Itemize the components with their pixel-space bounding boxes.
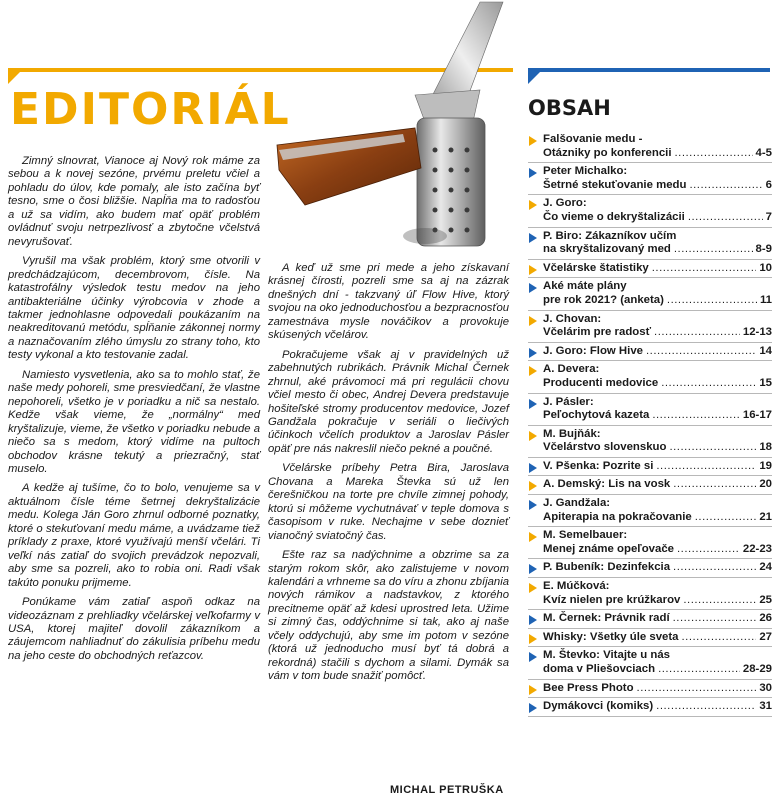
orange-triangle-bullet-icon: [529, 200, 537, 210]
toc-item-heading: J. Pásler:: [543, 395, 594, 408]
blue-triangle-bullet-icon: [529, 500, 537, 510]
toc-item-line: [543, 543, 772, 557]
toc-dot-leader: [652, 409, 740, 423]
toc-item-heading: Falšovanie medu -: [543, 133, 643, 145]
toc-item-line: [543, 377, 772, 391]
toc-item-title: Kvíz nielen pre krúžkarov: [543, 593, 681, 606]
toc-item-title: Peľochytová kazeta: [543, 409, 650, 422]
toc-item-line: [543, 409, 772, 423]
toc-dot-leader: [658, 663, 740, 677]
toc-item[interactable]: [528, 458, 772, 477]
toc-dot-leader: [675, 147, 753, 161]
toc-page-number: 16-17: [742, 409, 772, 422]
toc-dot-leader: [688, 211, 763, 225]
toc-item[interactable]: [528, 394, 772, 426]
editorial-corner-tab: [8, 68, 24, 84]
toc-item-line: [543, 594, 772, 608]
toc-item-line: [543, 243, 772, 257]
toc-page-number: 26: [759, 612, 772, 625]
toc-item[interactable]: [528, 680, 772, 699]
toc-item[interactable]: [528, 629, 772, 648]
toc-item-line: [543, 682, 772, 696]
toc-item-heading: E. Múčková:: [543, 580, 610, 593]
orange-triangle-bullet-icon: [529, 265, 537, 275]
toc-page-number: 7: [765, 210, 772, 223]
toc-corner-tab: [528, 68, 544, 84]
editorial-paragraph: Včelárske príbehy Petra Bira, Jaroslava Chovana a Mareka Števka sú už len čerešničkou na torte pre chvíle zimnej pohody, ktorú si môžeme vychutnávať v teple domova s časopisom v ruke. Nechajme v sebe doznieť vianočný sviatočný čas.: [268, 462, 509, 542]
editorial-paragraph: Zimný slnovrat, Vianoce aj Nový rok máme za sebou a k novej sezóne, prvému preletu včiel a pohladu do úlov, kde pomaly, ale isto začína byť tesno, sme o čosi bližšie. Napĺňa ma to radosťou a už sa vidím, ako budem mať opäť problém ovládnuť svoju netrpezlivosť a zbytočne včelstvá nevyrušovať.: [8, 155, 260, 248]
toc-item[interactable]: [528, 559, 772, 578]
toc-dot-leader: [646, 345, 756, 359]
toc-item[interactable]: [528, 228, 772, 260]
toc-page-number: 30: [759, 681, 772, 694]
toc-item-line: [543, 700, 772, 714]
toc-dot-leader: [661, 377, 756, 391]
toc-dot-leader: [689, 179, 762, 193]
toc-item-title: Whisky: Všetky úle sveta: [543, 630, 679, 643]
toc-page-number: 12-13: [742, 326, 772, 339]
orange-triangle-bullet-icon: [529, 583, 537, 593]
toc-item-title: Šetrné stekuťovanie medu: [543, 178, 687, 191]
orange-triangle-bullet-icon: [529, 481, 537, 491]
toc-item-heading: J. Gandžala:: [543, 497, 611, 510]
toc-item-title: na skryštalizovaný med: [543, 243, 671, 256]
editorial-paragraph: Pokračujeme však aj v pravidelných už zabehnutých rubrikách. Právnik Michal Černek zhrnul, aké právomoci má pri regulácii chovu včiel mesto či obec, Andrej Devera predstavuje hošiteľské stromy producentov medovice, Jozef Gandžala pokračuje v seriáli o liečivých účinkoch včelích produktov a Jaroslav Pásler opäť pre nás nakreslil niečo pekné a poučné.: [268, 348, 509, 455]
toc-item-title: Včelárim pre radosť: [543, 326, 652, 339]
toc-item-heading: Aké máte plány: [543, 280, 627, 293]
toc-item-line: [543, 147, 772, 161]
toc-item[interactable]: [528, 495, 772, 527]
toc-item-line: [543, 561, 772, 575]
toc-item-line: [543, 441, 772, 455]
editorial-paragraph: A kedže aj tušíme, čo to bolo, venujeme sa v aktuálnom čísle téme šetrnej dekryštalizácie medu. Kolega Ján Goro zhrnul odborné poznatky, ktoré o stekuťovaní medu máme, a uvádzame tiež príklady z praxe, ktoré využívajú menší včelári. Ti veľkí nás zatiaľ do svojich prevádzok nepozvali, aby sme sa pozreli, ako to robia oni. Radi však takúto ponuku prijmeme.: [8, 482, 260, 589]
toc-item-title: M. Černek: Právnik radí: [543, 612, 670, 625]
toc-item[interactable]: [528, 163, 772, 195]
toc-item[interactable]: [528, 647, 772, 679]
toc-page-number: 22-23: [742, 542, 772, 555]
toc-page-number: 4-5: [755, 146, 772, 159]
toc-page-number: 6: [765, 178, 772, 191]
toc-item[interactable]: [528, 278, 772, 310]
toc-item-heading: J. Goro:: [543, 197, 587, 210]
toc-item-line: [543, 326, 772, 340]
blue-triangle-bullet-icon: [529, 615, 537, 625]
toc-item-title: Bee Press Photo: [543, 681, 634, 694]
toc-page-number: 24: [759, 561, 772, 574]
toc-item[interactable]: [528, 698, 772, 717]
toc-item-line: [543, 511, 772, 525]
toc-dot-leader: [674, 243, 753, 257]
toc-item[interactable]: [528, 343, 772, 362]
toc-dot-leader: [677, 543, 740, 557]
toc-item-title: Čo vieme o dekryštalizácii: [543, 210, 685, 223]
toc-item-title: Včelárske štatistiky: [543, 261, 649, 274]
table-of-contents: [528, 131, 772, 717]
toc-page-number: 14: [759, 344, 772, 357]
toc-item-line: [543, 663, 772, 677]
toc-item-title: Producenti medovice: [543, 376, 659, 389]
toc-page-number: 8-9: [755, 243, 772, 256]
toc-item-line: [543, 478, 772, 492]
toc-item[interactable]: [528, 311, 772, 343]
toc-item-title: V. Pšenka: Pozrite si: [543, 459, 654, 472]
toc-item[interactable]: [528, 426, 772, 458]
editorial-paragraph: Ponúkame vám zatiaľ aspoň odkaz na videozáznam z prehliadky včelárskej veľkofarmy v USA, ktorej majiteľ dovolil zákazníkom a záujemcom nahliadnuť do zákulisia príbehu medu na jeho ceste do obchodných reťazcov.: [8, 596, 260, 662]
orange-triangle-bullet-icon: [529, 634, 537, 644]
toc-item-line: [543, 612, 772, 626]
toc-page-number: 28-29: [742, 663, 772, 675]
toc-page-number: 19: [759, 459, 772, 472]
toc-dot-leader: [673, 612, 757, 626]
toc-dot-leader: [652, 262, 757, 276]
blue-triangle-bullet-icon: [529, 348, 537, 358]
toc-page-number: 21: [759, 510, 772, 523]
toc-item-title: A. Demský: Lis na vosk: [543, 478, 671, 491]
blue-triangle-bullet-icon: [529, 463, 537, 473]
toc-dot-leader: [673, 478, 756, 492]
orange-triangle-bullet-icon: [529, 366, 537, 376]
toc-dot-leader: [683, 594, 756, 608]
toc-dot-leader: [673, 561, 756, 575]
toc-item-title: pre rok 2021? (anketa): [543, 293, 664, 306]
toc-dot-leader: [654, 326, 740, 340]
toc-item-line: [543, 631, 772, 645]
toc-top-rule: [528, 68, 770, 72]
toc-page-number: 20: [759, 478, 772, 491]
toc-item-heading: Peter Michalko:: [543, 165, 628, 178]
toc-page-number: 27: [759, 630, 772, 643]
toc-page-number: 10: [759, 261, 772, 274]
toc-item-line: [543, 294, 772, 308]
blue-triangle-bullet-icon: [529, 168, 537, 178]
toc-item[interactable]: [528, 476, 772, 495]
toc-item-title: P. Bubeník: Dezinfekcia: [543, 561, 671, 574]
toc-page-number: 11: [759, 293, 772, 306]
toc-dot-leader: [667, 294, 757, 308]
toc-dot-leader: [656, 460, 756, 474]
blue-triangle-bullet-icon: [529, 564, 537, 574]
toc-item-title: J. Goro: Flow Hive: [543, 344, 643, 357]
toc-dot-leader: [656, 700, 756, 714]
toc-item-line: [543, 460, 772, 474]
orange-triangle-bullet-icon: [529, 685, 537, 695]
toc-item[interactable]: [528, 361, 772, 393]
toc-item-line: [543, 211, 772, 225]
toc-dot-leader: [695, 511, 757, 525]
toc-item-title: Menej známe opeľovače: [543, 542, 674, 555]
blue-triangle-bullet-icon: [529, 399, 537, 409]
toc-item-line: [543, 179, 772, 193]
editorial-paragraph: Vyrušil ma však problém, ktorý sme otvorili v predchádzajúcom, decembrovom, čísle. Na katastrofálny výsledok testu medov na jeho antibakteriálne účinky výrobcovia v zhode a takmer jednohlasne odpovedali poukázaním na neakreditovanú metódu, spĺňanie zákonnej normy a naznačovaním zlého úmyslu zo strany toho, kto testy vykonal a kto testovanie zadal.: [8, 255, 260, 362]
toc-page-number: 25: [759, 593, 772, 606]
toc-dot-leader: [637, 682, 757, 696]
orange-triangle-bullet-icon: [529, 316, 537, 326]
toc-item-heading: A. Devera:: [543, 363, 600, 376]
toc-item-heading: M. Bujňák:: [543, 427, 601, 440]
bee-smoker-illustration: [275, 0, 515, 255]
editorial-paragraph: Namiesto vysvetlenia, ako sa to mohlo stať, že naše medy pohoreli, sme presviedčaní, že vlastne nepohoreli, všetko je v poriadku a nič sa nestalo. Kedže však vieme, že „normálny“ med kryštalizuje, vieme, že všetko v poriadku nebude a niečo sa s medom, ktorý vidíme na pultoch obchodov krásne tekutý a priezračný, stať muselo.: [8, 368, 260, 475]
toc-item-title: doma v Pliešovciach: [543, 663, 656, 675]
blue-triangle-bullet-icon: [529, 233, 537, 243]
toc-item[interactable]: [528, 260, 772, 279]
blue-triangle-bullet-icon: [529, 283, 537, 293]
toc-item-heading: P. Biro: Zákazníkov učím: [543, 229, 677, 242]
toc-dot-leader: [669, 441, 756, 455]
toc-title: OBSAH: [528, 96, 611, 120]
editorial-column-2: [268, 262, 509, 690]
toc-item[interactable]: [528, 195, 772, 227]
orange-triangle-bullet-icon: [529, 532, 537, 542]
editorial-title: EDITORIÁL: [10, 84, 291, 135]
toc-item[interactable]: [528, 131, 772, 163]
toc-item-heading: M. Števko: Vitajte u nás: [543, 649, 671, 662]
toc-item-heading: M. Semelbauer:: [543, 529, 628, 542]
toc-item-title: Včelárstvo slovenskuo: [543, 441, 667, 454]
editorial-signature: MICHAL PETRUŠKA: [390, 784, 504, 796]
editorial-paragraph: A keď už sme pri mede a jeho získavaní krásnej čírosti, pozreli sme sa aj na zázrak dnešných dní - takzvaný úľ Flow Hive, ktorý svojou na oko jednoduchosťou a bezpracnosťou zamestnáva mysle nováčikov a provokuje skúsených včelárov.: [268, 262, 510, 342]
toc-item-heading: J. Chovan:: [543, 312, 602, 325]
blue-triangle-bullet-icon: [529, 703, 537, 713]
toc-item[interactable]: [528, 527, 772, 559]
orange-triangle-bullet-icon: [529, 431, 537, 441]
toc-item[interactable]: [528, 610, 772, 629]
editorial-paragraph: Ešte raz sa nadýchnime a obzrime sa za starým rokom skôr, ako zalistujeme v novom kalendári a vrhneme sa do víru a zhonu zbíjania nových rámikov a nadstavkov, z ktorého precitneme opäť až kdesi uprostred leta. Užime si zimný čas, oddýchnime si tak, ako aj naše včely oddychujú, aby sme im potom v sezóne (ktorá už jednoducho musí byť tá dobrá a rekordná) stačili s dychom a silami. Dymák sa vám v tom bude snažiť pomôcť.: [268, 549, 509, 683]
toc-page-number: 18: [759, 441, 772, 454]
toc-page-number: 15: [759, 376, 772, 389]
toc-dot-leader: [682, 631, 757, 645]
orange-triangle-bullet-icon: [529, 136, 537, 146]
toc-page-number: 31: [759, 700, 772, 713]
toc-item-title: Otázniky po konferencii: [543, 146, 672, 159]
toc-item-line: [543, 262, 772, 276]
toc-item-line: [543, 345, 772, 359]
toc-item-title: Apiterapia na pokračovanie: [543, 510, 692, 523]
toc-item-title: Dymákovci (komiks): [543, 700, 654, 713]
toc-item[interactable]: [528, 578, 772, 610]
editorial-column-1: [8, 155, 260, 669]
blue-triangle-bullet-icon: [529, 652, 537, 662]
